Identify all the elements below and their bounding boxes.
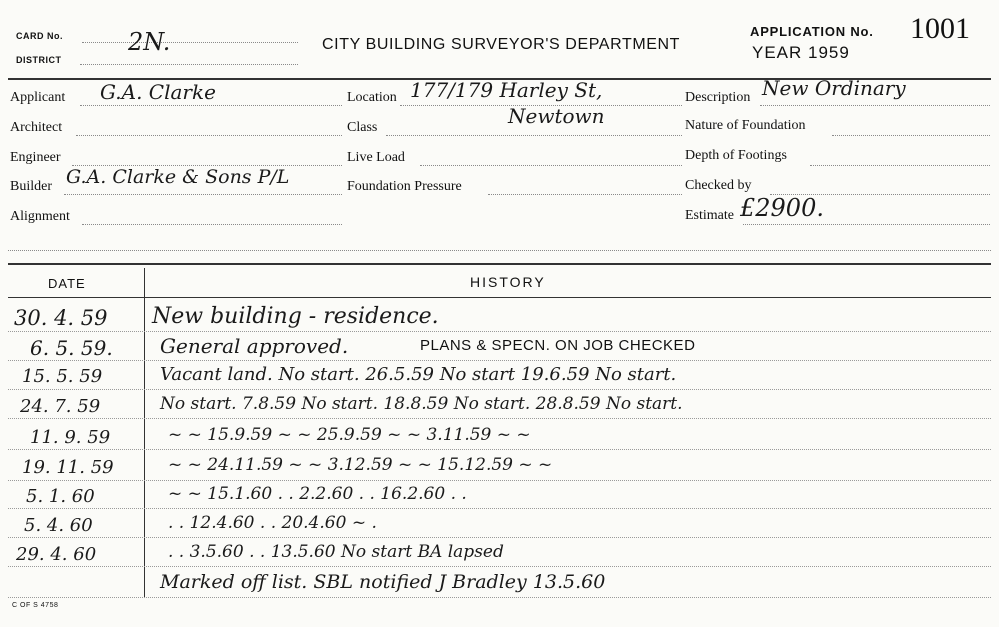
description-label: Description — [685, 90, 751, 105]
history-date: 15. 5. 59 — [22, 366, 103, 387]
history-entry: New building - residence. — [152, 304, 439, 329]
date-column-divider — [144, 268, 145, 598]
architect-label: Architect — [10, 120, 63, 135]
history-entry: Vacant land. No start. 26.5.59 No start 19.6.59 No start. — [160, 364, 677, 385]
history-date: 29. 4. 60 — [16, 544, 97, 565]
estimate-label: Estimate — [685, 208, 734, 223]
description-value: New Ordinary — [762, 76, 906, 100]
location-value-1: 177/179 Harley St, — [410, 78, 603, 102]
history-date: 30. 4. 59 — [14, 306, 108, 330]
history-date: 24. 7. 59 — [20, 396, 101, 417]
checked-by-label: Checked by — [685, 178, 752, 193]
form-number: C OF S 4758 — [12, 602, 59, 609]
department-title: CITY BUILDING SURVEYOR'S DEPARTMENT — [322, 36, 681, 53]
location-label: Location — [347, 90, 397, 105]
history-date: 5. 1. 60 — [26, 486, 95, 507]
estimate-value: £2900. — [740, 194, 824, 222]
applicant-value: G.A. Clarke — [100, 80, 216, 104]
card-no-value: 2N. — [128, 28, 171, 56]
history-entry: No start. 7.8.59 No start. 18.8.59 No start. 28.8.59 No start. — [160, 394, 683, 414]
district-label: DISTRICT — [16, 55, 62, 65]
history-entry: General approved. — [160, 334, 349, 358]
date-column-header: DATE — [48, 276, 86, 291]
foundation-pressure-label: Foundation Pressure — [347, 179, 462, 194]
year-label: YEAR 1959 — [752, 43, 850, 62]
alignment-label: Alignment — [10, 209, 70, 224]
history-entry: Marked off list. SBL notified J Bradley 13.5.60 — [160, 571, 606, 593]
history-date: 11. 9. 59 — [30, 427, 111, 448]
history-column-header: HISTORY — [470, 274, 546, 290]
history-entry: . . 12.4.60 . . 20.4.60 ~ . — [168, 513, 377, 533]
card-no-label: CARD No. — [16, 31, 63, 41]
history-date: 6. 5. 59. — [30, 336, 113, 360]
history-entry: ~ ~ 24.11.59 ~ ~ 3.12.59 ~ ~ 15.12.59 ~ ~ — [168, 455, 553, 475]
location-value-2: Newtown — [508, 104, 605, 128]
history-entry: ~ ~ 15.1.60 . . 2.2.60 . . 16.2.60 . . — [168, 484, 467, 504]
history-date: 5. 4. 60 — [24, 515, 93, 536]
printed-stamp: PLANS & SPECN. ON JOB CHECKED — [420, 337, 696, 354]
builder-value: G.A. Clarke & Sons P/L — [66, 166, 290, 188]
nature-of-foundation-label: Nature of Foundation — [685, 118, 806, 133]
application-label: APPLICATION No. — [750, 24, 874, 39]
builder-label: Builder — [10, 179, 52, 194]
history-entry: ~ ~ 15.9.59 ~ ~ 25.9.59 ~ ~ 3.11.59 ~ ~ — [168, 425, 531, 445]
depth-of-footings-label: Depth of Footings — [685, 148, 787, 163]
class-label: Class — [347, 120, 378, 135]
applicant-label: Applicant — [10, 90, 66, 105]
history-top-rule — [8, 263, 991, 265]
live-load-label: Live Load — [347, 150, 405, 165]
engineer-label: Engineer — [10, 150, 61, 165]
history-date: 19. 11. 59 — [22, 457, 114, 478]
history-entry: . . 3.5.60 . . 13.5.60 No start BA lapsed — [168, 542, 504, 562]
application-number: 1001 — [910, 12, 970, 45]
header-rule — [8, 297, 991, 298]
